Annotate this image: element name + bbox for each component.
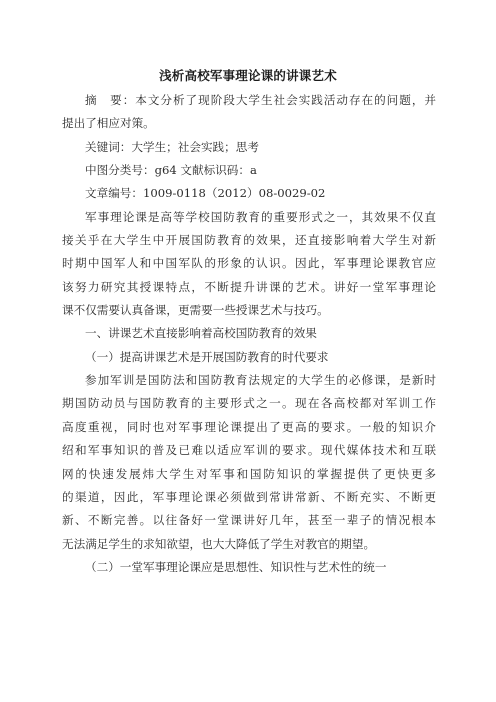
- text-line: 军事理论课是高等学校国防教育的重要形式之一，其效果不仅直: [85, 209, 436, 224]
- text-line: 绍和军事知识的普及已难以适应军训的要求。现代媒体技术和互联: [62, 443, 436, 458]
- text-line: 参加军训是国防法和国防教育法规定的大学生的必修课，是新时: [85, 373, 436, 388]
- text-line: 中图分类号：g64 文献标识码：a: [85, 163, 257, 178]
- text-line: 无法满足学生的求知欲望，也大大降低了学生对教官的期望。: [62, 536, 376, 551]
- text-line: 课不仅需要认真备课，更需要一些授课艺术与技巧。: [62, 303, 329, 318]
- text-line: 一、讲课艺术直接影响着高校国防教育的效果: [85, 326, 317, 341]
- text-line: 提出了相应对策。: [62, 116, 155, 131]
- text-line: 摘 要：本文分析了现阶段大学生社会实践活动存在的问题，并: [85, 93, 436, 107]
- text-line: 文章编号：1009-0118（2012）08-0029-02: [85, 186, 326, 201]
- text-line: 的渠道，因此，军事理论课必须做到常讲常新、不断充实、不断更: [62, 489, 436, 504]
- text-line: （一）提高讲课艺术是开展国防教育的时代要求: [85, 349, 329, 364]
- text-line: 网的快速发展炜大学生对军事和国防知识的掌握提供了更快更多: [62, 466, 436, 481]
- text-line: 时期中国军人和中国军队的形象的认识。因此，军事理论课教官应: [62, 256, 436, 271]
- text-line: 新、不断完善。以往备好一堂课讲好几年，甚至一辈子的情况根本: [62, 513, 436, 528]
- document-title: 浅析高校军事理论课的讲课艺术: [159, 68, 337, 83]
- text-line: 期国防动员与国防教育的主要形式之一。现在各高校都对军训工作: [62, 396, 436, 411]
- text-line: 该努力研究其授课特点，不断提升讲课的艺术。讲好一堂军事理论: [62, 279, 436, 294]
- text-line: 接关乎在大学生中开展国防教育的效果，还直接影响着大学生对新: [62, 233, 436, 248]
- text-line: （二）一堂军事理论课应是思想性、知识性与艺术性的统一: [85, 559, 387, 574]
- text-line: 关键词：大学生；社会实践；思考: [85, 139, 259, 154]
- document-body: [62, 89, 436, 579]
- text-line: 高度重视，同时也对军事理论课提出了更高的要求。一般的知识介: [62, 419, 436, 434]
